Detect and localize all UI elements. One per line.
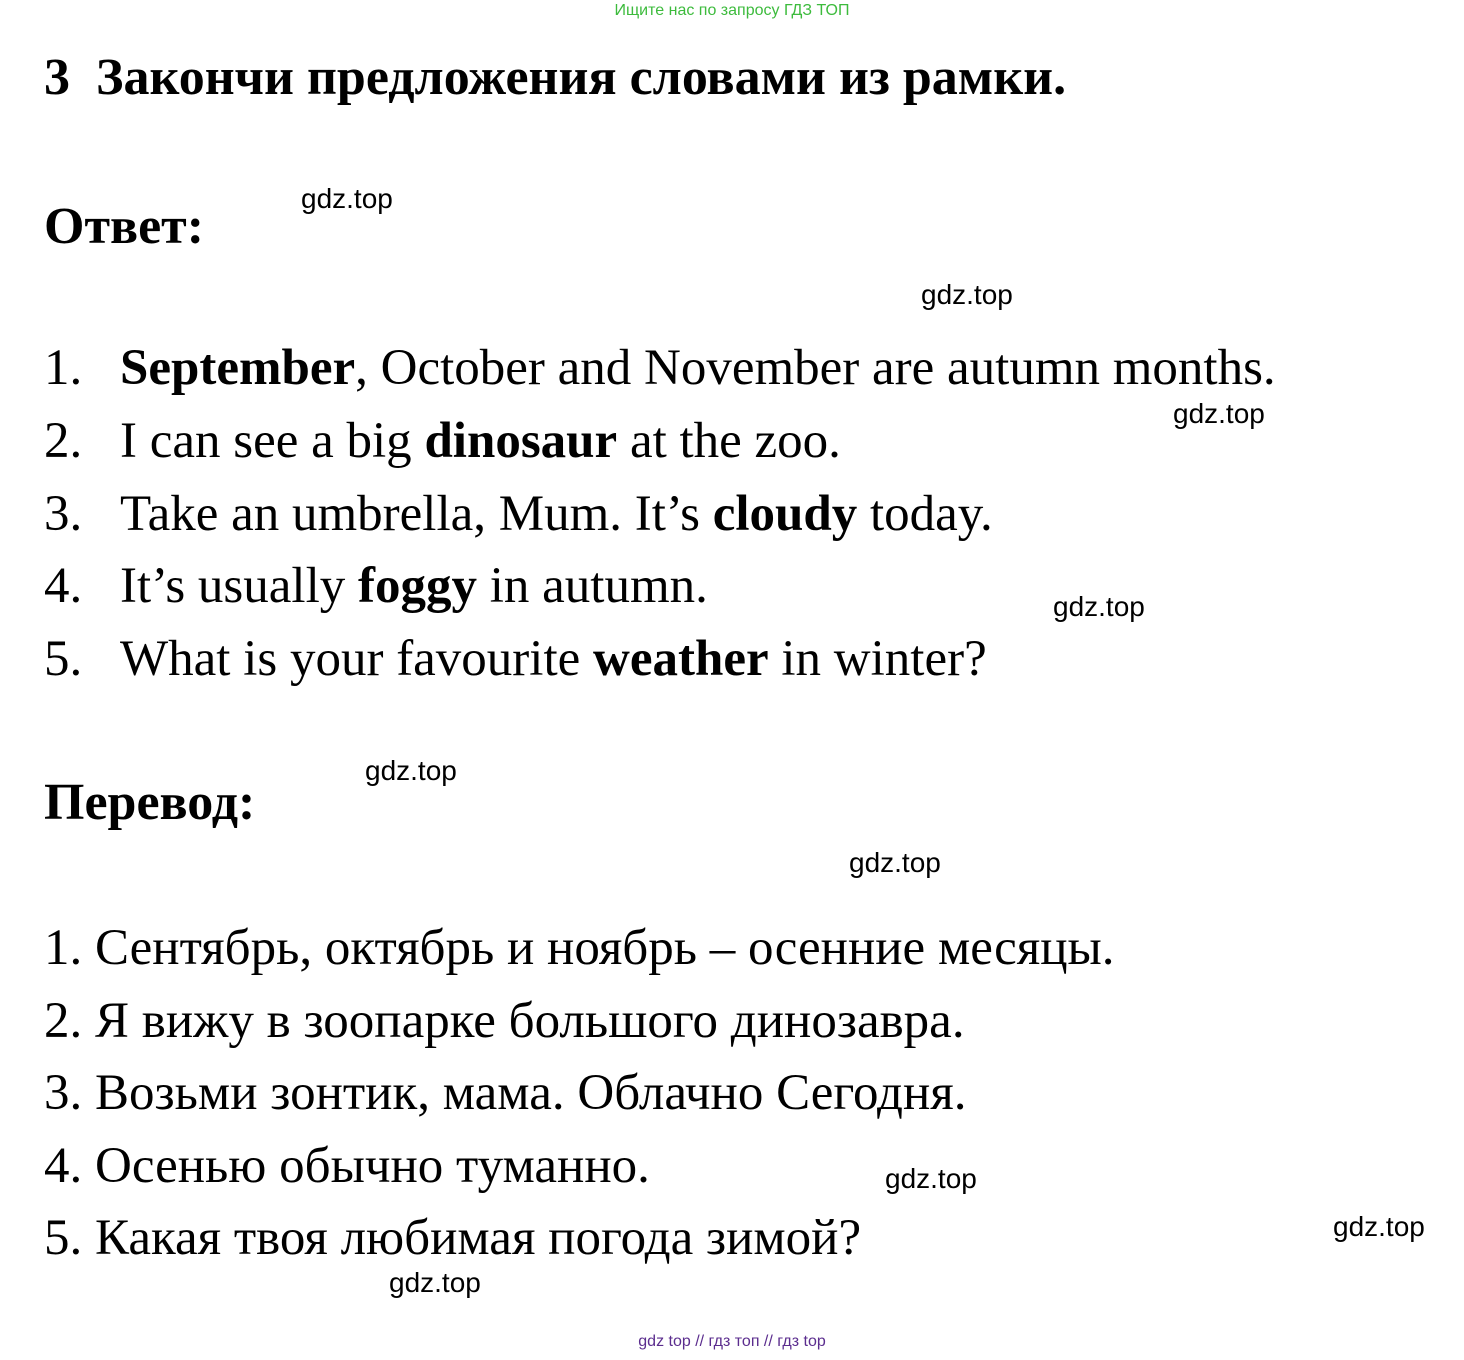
footer-credits: gdz top // гдз топ // гдз top <box>638 1333 826 1350</box>
answer-word: foggy <box>358 558 477 614</box>
answer-line-1: 1. September, October and November are autumn months. <box>44 340 1276 396</box>
watermark: gdz.top <box>365 755 457 786</box>
answer-heading: Ответ: <box>44 198 205 255</box>
answer-word: cloudy <box>712 486 858 542</box>
watermark: gdz.top <box>1333 1211 1425 1242</box>
watermark: gdz.top <box>921 279 1013 310</box>
watermark: gdz.top <box>849 847 941 878</box>
top-banner: Ищите нас по запросу ГДЗ ТОП <box>614 2 850 19</box>
watermark: gdz.top <box>1053 591 1145 622</box>
watermark: gdz.top <box>389 1267 481 1298</box>
answer-line-3: 3. Take an umbrella, Mum. It’s cloudy today. <box>44 486 993 542</box>
translation-line-4: 4. Осенью обычно туманно. <box>44 1138 650 1194</box>
translation-line-1: 1. Сентябрь, октябрь и ноябрь – осенние месяцы. <box>44 920 1115 976</box>
answer-word: September <box>120 340 356 396</box>
task-text: Закончи предложения словами из рамки. <box>96 49 1067 106</box>
translation-heading: Перевод: <box>44 774 256 831</box>
answer-line-4: 4. It’s usually foggy in autumn. <box>44 558 708 614</box>
task-title <box>44 48 1066 108</box>
watermark: gdz.top <box>885 1163 977 1194</box>
task-number: 3 <box>44 49 70 106</box>
translation-line-2: 2. Я вижу в зоопарке большого динозавра. <box>44 993 965 1049</box>
answer-word: weather <box>593 631 769 687</box>
answer-line-5: 5. What is your favourite weather in winter? <box>44 631 987 687</box>
watermark: gdz.top <box>301 183 393 214</box>
answer-line-2: 2. I can see a big dinosaur at the zoo. <box>44 413 841 469</box>
watermark: gdz.top <box>1173 398 1265 429</box>
translation-line-5: 5. Какая твоя любимая погода зимой? <box>44 1210 862 1266</box>
answer-word: dinosaur <box>424 413 618 469</box>
translation-line-3: 3. Возьми зонтик, мама. Облачно Сегодня. <box>44 1065 967 1121</box>
